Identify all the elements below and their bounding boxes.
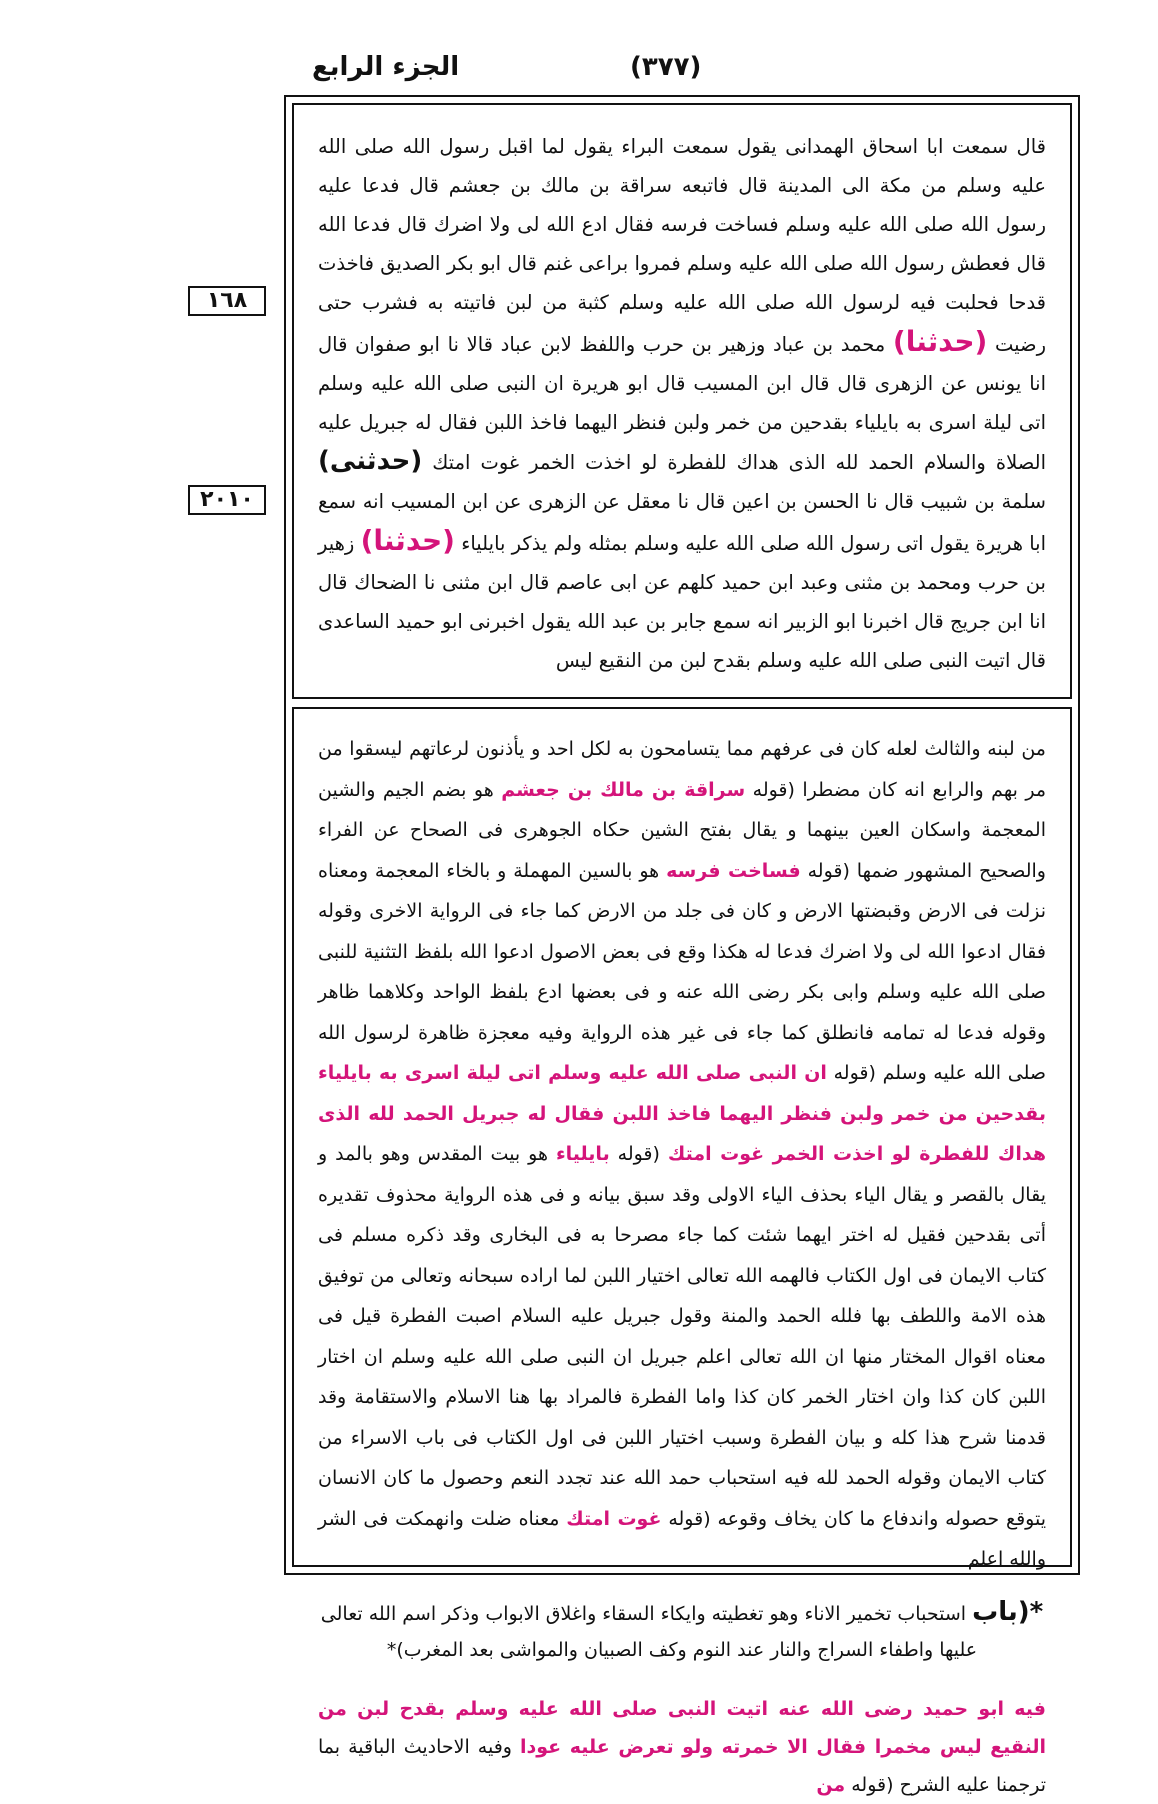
quoted-phrase: سراقة بن مالك بن جعشم [501, 778, 746, 801]
quoted-phrase: بايلياء [555, 1143, 610, 1165]
volume-title: الجزء الرابع [312, 52, 460, 82]
commentary-segment: هو بالسين المهملة و بالخاء المعجمة ومعناه نزلت فى الارض وقبضتها الارض و كان فى جلد من الارض كما جاء فى الرواية الاخرى وقوله فقال ادعوا الله لى ولا اضرك فدعا له هكذا وقع فى بعض الاصول ادعوا الله بلفظ التثنية للنبى صلى الله عليه وسلم وابى بكر رضى الله عنه و فى بعضها ادع بلفظ الواحد وكلاهما ظاهر وقوله فدعا له تمامه فانطلق كما جاء فى غير هذه الرواية وفيه معجزة ظاهرة لرسول الله صلى الله عليه وسلم (قوله [318, 859, 1046, 1084]
commentary-box [292, 707, 1072, 1796]
quoted-phrase: من [816, 1773, 846, 1796]
chapter-title: استحباب تخمير الاناء وهو تغطيته وايكاء السقاء واغلاق الابواب وذكر اسم الله تعالى عليها واطفاء السراج والنار عند النوم وكف الصبيان والمواشى بعد المغرب)* [320, 1602, 978, 1661]
hadith-text [318, 127, 1046, 680]
hadith-segment: قال سمعت ابا اسحاق الهمدانى يقول سمعت البراء يقول لما اقبل رسول الله صلى الله عليه وسلم من مكة الى المدينة قال فاتبعه سراقة بن مالك بن جعشم قال فدعا عليه رسول الله صلى الله عليه وسلم فساخت فرسه فقال ادع الله لى ولا اضرك قال فدعا الله قال فعطش رسول الله صلى الله عليه وسلم فمروا براعى غنم قال ابو بكر الصديق فاخذت قدحا فحلبت فيه لرسول الله صلى الله عليه وسلم كثبة من لبن فاتيته به فشرب حتى رضيت [318, 135, 1047, 356]
commentary-segment: هو بضم الجيم والشين المعجمة واسكان العين بينهما و يقال بفتح الشين حكاه الجوهرى فى الصحاح عن الفراء والصحيح المشهور ضمها (قوله [318, 778, 1046, 882]
quoted-phrase: غوت امتك [566, 1507, 662, 1530]
hadith-segment: محمد بن عباد وزهير بن حرب واللفظ لابن عباد قالا نا ابو صفوان قال انا يونس عن الزهرى قال قال ابن المسيب قال ابو هريرة ان النبى صلى الله عليه وسلم اتى ليلة اسرى به بايلياء بقدحين من خمر ولبن فنظر اليهما فاخذ اللبن فقال له جبريل عليه الصلاة والسلام الحمد لله الذى هداك للفطرة لو اخذت الخمر غوت امتك [318, 333, 1046, 474]
page-number: (٣٧٧) [630, 52, 702, 82]
hadith-text-box [292, 103, 1072, 699]
commentary-segment: هو بيت المقدس وهو بالمد و يقال بالقصر و يقال الياء بحذف الياء الاولى وقد سبق بيانه و فى هذه الرواية محذوف تقديره أتى بقدحين فقيل له اختر ايهما شئت كما جاء مصرحا به فى البخارى وقد ذكره مسلم فى كتاب الايمان فى اول الكتاب فالهمه الله تعالى اختيار اللبن لما اراده سبحانه وتعالى من توفيق هذه الامة واللطف بها فلله الحمد والمنة وقول جبريل عليه السلام اصبت الفطرة قيل فى معناه اقوال المختار منها ان الله تعالى اعلم جبريل ان النبى صلى الله عليه وسلم ان اختار اللبن كان كذا وان اختار الخمر كان كذا واما الفطرة فالمراد بها هنا الاسلام والاستقامة وقد قدمنا شرح هذا كله و بيان الفطرة وسبب اختيار اللبن فى اول الكتاب فى باب الاسراء من كتاب الايمان وقوله الحمد لله فيه استحباب حمد الله عند تجدد النعم وحصول ما كان الانسان يتوقع حصوله واندفاع ما كان يخاف وقوعه (قوله [318, 1143, 1047, 1530]
haddathana-marker: (حدثنا) [892, 325, 988, 358]
commentary-segment: معناه ضلت وانهمكت فى الشر والله اعلم [318, 1507, 1046, 1570]
chapter-heading [318, 1594, 1046, 1668]
haddathana-marker: (حدثنا) [360, 524, 455, 557]
hadith-number-box: ١٦٨ [188, 286, 266, 316]
commentary-segment: وفيه الاحاديث الباقية بما ترجمنا عليه الشرح (قوله [318, 1735, 1046, 1796]
hadith-segment: سلمة بن شبيب قال نا الحسن بن اعين قال نا معقل عن الزهرى عن ابن المسيب انه سمع ابا هريرة يقول اتى رسول الله صلى الله عليه وسلم بمثله ولم يذكر بايلياء [318, 490, 1046, 555]
haddathani-marker: (حدثنى) [318, 446, 423, 476]
hadith-number-box: ٢٠١٠ [188, 485, 266, 515]
commentary-paragraph [318, 729, 1046, 1580]
quoted-phrase: فساخت فرسه [666, 859, 801, 882]
quoted-phrase: فيه ابو حميد رضى الله عنه اتيت النبى صلى الله عليه وسلم بقدح لبن من النقيع ليس مخمرا فقال الا خمرته ولو تعرض عليه عودا [318, 1697, 1046, 1758]
quoted-phrase: ان النبى صلى الله عليه وسلم اتى ليلة اسرى به بايلياء بقدحين من خمر ولبن فنظر اليهما فاخذ اللبن فقال له جبريل الحمد لله الذى هداك للفطرة لو اخذت الخمر غوت امتك [318, 1062, 1046, 1165]
commentary-text [318, 729, 1046, 1804]
commentary-segment: من لبنه والثالث لعله كان فى عرفهم مما يتسامحون به لكل احد و يأذنون لرعاتهم ليسقوا من مر بهم والرابع انه كان مضطرا (قوله [318, 738, 1046, 801]
page-frame [284, 95, 1080, 1796]
commentary-paragraph [318, 1690, 1046, 1804]
chapter-label: *(باب [972, 1596, 1044, 1627]
hadith-segment: زهير بن حرب ومحمد بن مثنى وعبد ابن حميد كلهم عن ابى عاصم قال ابن مثنى نا الضحاك قال انا ابن جريج قال اخبرنا ابو الزبير انه سمع جابر بن عبد الله يقول اخبرنى ابو حميد الساعدى قال اتيت النبى صلى الله عليه وسلم بقدح لبن من النقيع ليس [318, 532, 1046, 672]
commentary-segment: (قوله [617, 1143, 660, 1165]
